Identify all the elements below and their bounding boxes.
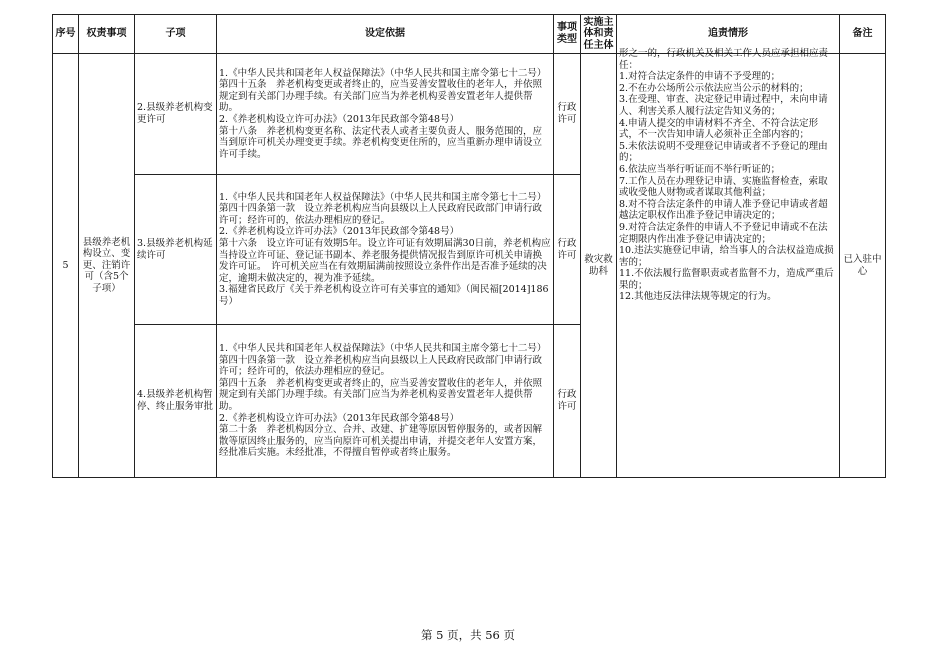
basis-paragraph: 第四十五条 养老机构变更或者终止的，应当妥善安置收住的老年人，并依照规定到有关部门办理手续。有关部门应当为养老机构妥善安置老年人提供帮助。 [219,377,543,412]
subitem-name: 2.县级养老机构变更许可 [135,54,217,175]
power-item: 县级养老机构设立、变更、注销许可（含5个子项） [79,54,135,478]
basis-cell [217,54,554,175]
accountability-item: 3.在受理、审查、决定登记申请过程中，未向申请人、利害关系人履行法定告知义务的； [619,94,828,117]
accountability-clip [619,48,837,475]
responsibility-table [52,14,886,478]
basis-paragraph: 第二十条 养老机构因分立、合并、改建、扩建等原因暂停服务的，或者因解散等原因终止服务的，应当向原许可机关提出申请，并提交老年人安置方案，经批准后实施。未经批准，不得擅自暂停或者终止服务。 [219,424,543,459]
remark: 已入驻中心 [840,54,886,478]
accountability-item: 6.依法应当举行听证而不举行听证的； [619,163,781,175]
responsible-subject: 救灾救助科 [581,54,617,478]
header-type: 事项类型 [554,15,581,54]
accountability-item: 2.不在办公场所公示依法应当公示的材料的； [619,82,809,94]
basis-paragraph: 第十八条 养老机构变更名称、法定代表人或者主要负责人、服务范围的，应当到原许可机关办理变更手续。养老机构变更住所的，应当重新办理申请设立许可手续。 [219,125,543,160]
header-power: 权责事项 [79,15,135,54]
basis-cell [217,325,554,478]
basis-paragraph: 第四十四条第一款 设立养老机构应当向县级以上人民政府民政部门申请行政许可；经许可的，依法办理相应的登记。 [219,203,543,226]
basis-paragraph: 2.《养老机构设立许可办法》（2013年民政部令第48号） [219,412,460,424]
basis-cell [217,175,554,325]
accountability-item: 形之一的，行政机关及相关工作人员应承担相应责任： [619,48,829,71]
row-number: 5 [53,54,79,478]
header-no: 序号 [53,15,79,54]
header-sub: 子项 [135,15,217,54]
subitem-name: 3.县级养老机构延续许可 [135,175,217,325]
header-basis: 设定依据 [217,15,554,54]
item-type: 行政许可 [554,325,581,478]
accountability-item: 5.未依法说明不受理登记申请或者不予登记的理由的； [619,140,828,164]
item-type: 行政许可 [554,175,581,325]
basis-paragraph: 1.《中华人民共和国老年人权益保障法》（中华人民共和国主席令第七十二号） [219,191,547,203]
header-remark: 备注 [840,15,886,54]
basis-paragraph: 1.《中华人民共和国老年人权益保障法》（中华人民共和国主席令第七十二号） [219,343,547,355]
subitem-name: 4.县级养老机构暂停、终止服务审批 [135,325,217,478]
basis-paragraph: 第四十五条 养老机构变更或者终止的，应当妥善安置收住的老年人，并依照规定到有关部门办理手续。有关部门应当为养老机构妥善安置老年人提供帮助。 [219,79,543,114]
accountability-item: 12.其他违反法律法规等规定的行为。 [619,291,777,303]
basis-paragraph: 2.《养老机构设立许可办法》（2013年民政部令第48号） [219,226,460,238]
basis-paragraph: 第四十四条第一款 设立养老机构应当向县级以上人民政府民政部门申请行政许可；经许可的，依法办理相应的登记。 [219,354,543,378]
accountability-item: 8.对不符合法定条件的申请人准予登记申请或者超越法定职权作出准予登记申请决定的； [619,198,828,222]
accountability-item: 10.违法实施登记申请，给当事人的合法权益造成损害的； [619,245,834,268]
header-subject: 实施主体和责任主体 [581,15,617,54]
basis-paragraph: 2.《养老机构设立许可办法》（2013年民政部令第48号） [219,114,460,125]
table-row [53,54,886,175]
accountability-item: 7.工作人员在办理登记申请、实施监督检查，索取或收受他人财物或者谋取其他利益； [619,175,828,199]
item-type: 行政许可 [554,54,581,175]
accountability-item: 1.对符合法定条件的申请不予受理的； [619,71,781,83]
accountability-list [619,48,837,303]
basis-paragraph: 第十六条 设立许可证有效期5年。设立许可证有效期届满30日前，养老机构应当持设立许可证、登记证书副本、养老服务提供情况报告到原许可机关申请换发许可证。 许可机关应当在有效期届满前按照设立条件作出是否准予延续的决定，逾期未做决定的，视为准予延续。 [219,237,551,284]
accountability-cell [617,48,840,478]
accountability-item: 4.申请人提交的申请材料不齐全、不符合法定形式，不一次告知申请人必须补正全部内容的； [619,117,819,141]
basis-paragraph: 1.《中华人民共和国老年人权益保障法》（中华人民共和国主席令第七十二号） [219,67,547,79]
basis-paragraph: 3.福建省民政厅《关于养老机构设立许可有关事宜的通知》（闽民福[2014]186号） [219,284,549,307]
page-number: 第 5 页，共 56 页 [420,628,516,642]
header-accountability: 追责情形 [617,15,840,54]
accountability-item: 11.不依法履行监督职责或者监督不力，造成严重后果的； [619,268,834,291]
accountability-item: 9.对符合法定条件的申请人不予登记申请或不在法定期限内作出准予登记申请决定的； [619,221,828,245]
